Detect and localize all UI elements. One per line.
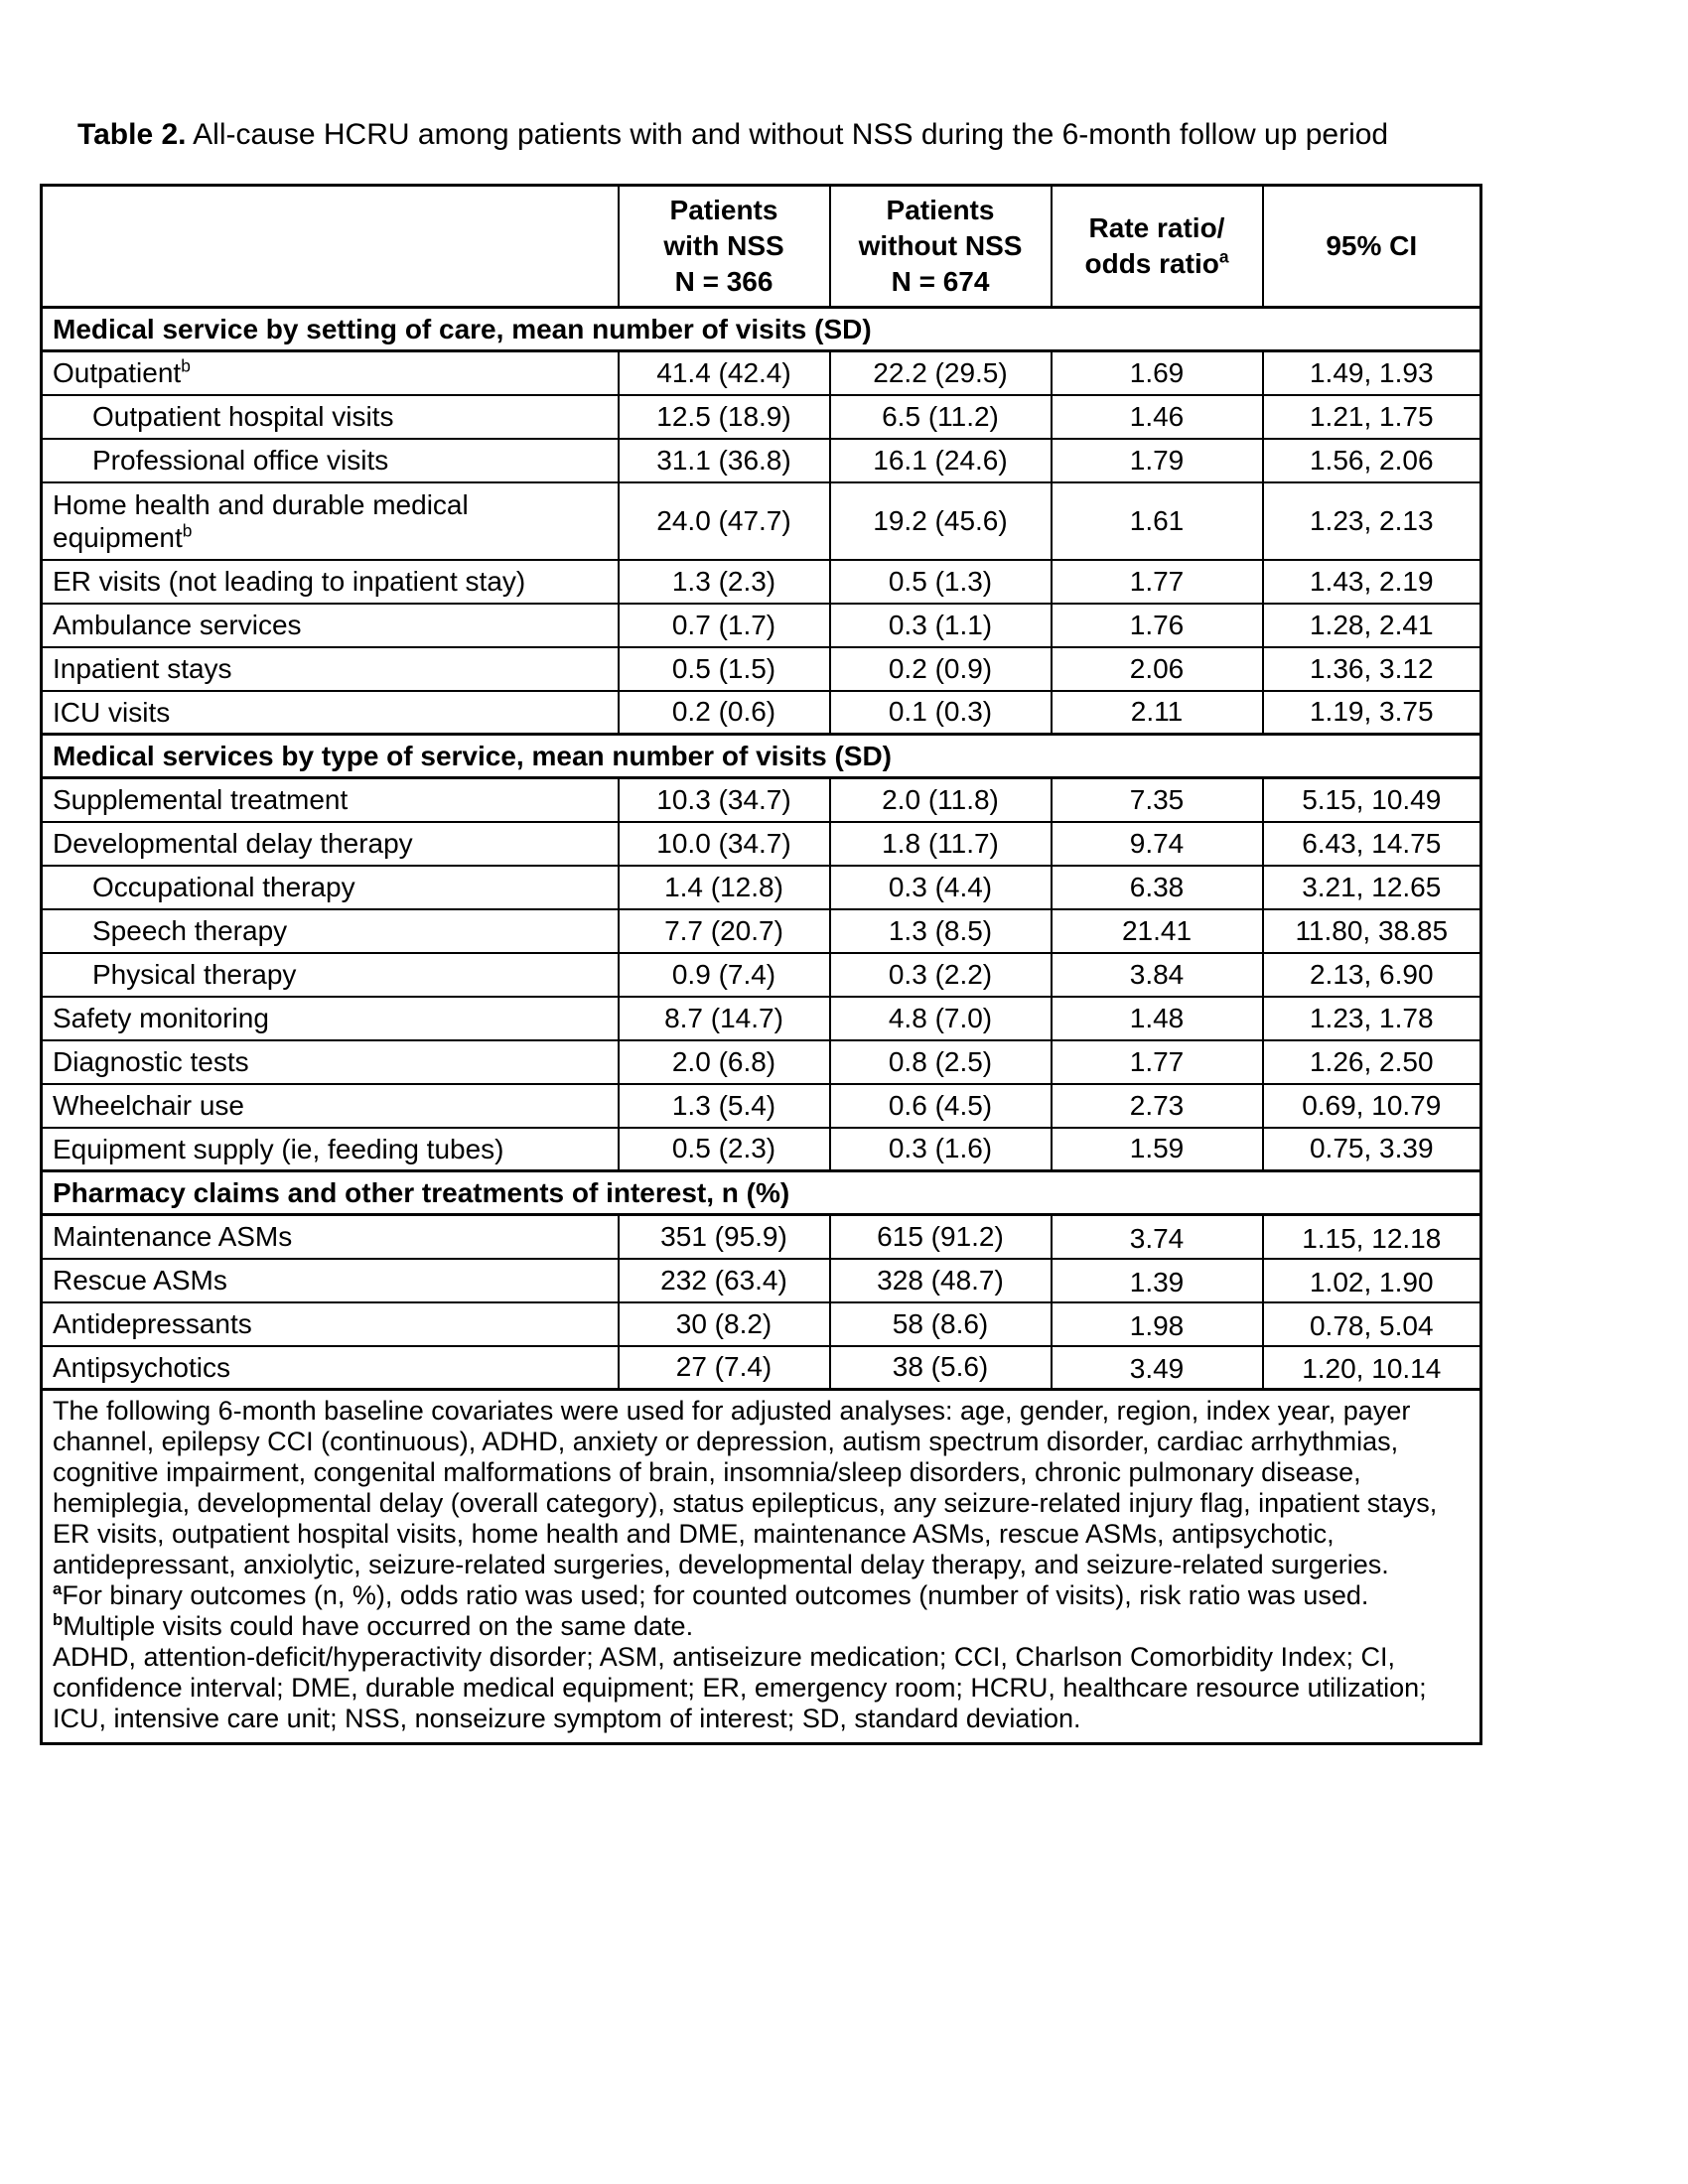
cell-patients-without-nss: 19.2 (45.6) bbox=[830, 482, 1052, 560]
cell-patients-with-nss: 0.9 (7.4) bbox=[619, 953, 830, 997]
cell-rate-ratio-odds-ratio: 3.84 bbox=[1052, 953, 1263, 997]
row-label: Safety monitoring bbox=[42, 997, 619, 1040]
table-row bbox=[42, 439, 1481, 482]
cell-patients-without-nss: 6.5 (11.2) bbox=[830, 395, 1052, 439]
cell-ci-95: 1.21, 1.75 bbox=[1263, 395, 1481, 439]
section-header: Medical service by setting of care, mean number of visits (SD) bbox=[42, 308, 1481, 351]
cell-patients-with-nss: 27 (7.4) bbox=[619, 1346, 830, 1390]
footnote-paragraph: ADHD, attention-deficit/hyperactivity disorder; ASM, antiseizure medication; CCI, Charlson Comorbidity Index; CI, confidence interval; DME, durable medical equipment; ER, emergency room; HCRU, healthcare resource utilization; ICU, intensive care unit; NSS, nonseizure symptom of interest; SD, standard deviation. bbox=[53, 1642, 1427, 1733]
cell-patients-without-nss: 16.1 (24.6) bbox=[830, 439, 1052, 482]
table-row bbox=[42, 647, 1481, 691]
table-title-label: Table 2. bbox=[77, 118, 187, 151]
cell-rate-ratio-odds-ratio: 21.41 bbox=[1052, 909, 1263, 953]
cell-patients-without-nss: 1.3 (8.5) bbox=[830, 909, 1052, 953]
cell-rate-ratio-odds-ratio: 1.46 bbox=[1052, 395, 1263, 439]
footnote-marker-b: b bbox=[181, 355, 191, 376]
section-header-row bbox=[42, 1171, 1481, 1215]
row-label: Rescue ASMs bbox=[42, 1259, 619, 1302]
column-header-row-label bbox=[42, 186, 619, 308]
cell-patients-with-nss: 10.0 (34.7) bbox=[619, 822, 830, 866]
cell-ci-95: 1.15, 12.18 bbox=[1263, 1215, 1481, 1259]
cell-patients-without-nss: 328 (48.7) bbox=[830, 1259, 1052, 1302]
table-row bbox=[42, 1302, 1481, 1346]
cell-rate-ratio-odds-ratio: 1.59 bbox=[1052, 1128, 1263, 1171]
cell-rate-ratio-odds-ratio: 2.06 bbox=[1052, 647, 1263, 691]
row-label: Antidepressants bbox=[42, 1302, 619, 1346]
cell-ci-95: 1.49, 1.93 bbox=[1263, 351, 1481, 395]
cell-patients-with-nss: 0.7 (1.7) bbox=[619, 604, 830, 647]
row-label: Physical therapy bbox=[42, 953, 619, 997]
table-row bbox=[42, 604, 1481, 647]
cell-patients-with-nss: 1.3 (2.3) bbox=[619, 560, 830, 604]
cell-patients-without-nss: 2.0 (11.8) bbox=[830, 778, 1052, 822]
cell-ci-95: 1.43, 2.19 bbox=[1263, 560, 1481, 604]
cell-patients-with-nss: 41.4 (42.4) bbox=[619, 351, 830, 395]
cell-patients-without-nss: 22.2 (29.5) bbox=[830, 351, 1052, 395]
cell-patients-with-nss: 0.5 (2.3) bbox=[619, 1128, 830, 1171]
row-label: Wheelchair use bbox=[42, 1084, 619, 1128]
cell-ci-95: 0.78, 5.04 bbox=[1263, 1302, 1481, 1346]
table-row bbox=[42, 482, 1481, 560]
cell-ci-95: 1.19, 3.75 bbox=[1263, 691, 1481, 735]
footnote-block bbox=[42, 1390, 1481, 1744]
cell-patients-with-nss: 7.7 (20.7) bbox=[619, 909, 830, 953]
table-row bbox=[42, 560, 1481, 604]
cell-patients-with-nss: 30 (8.2) bbox=[619, 1302, 830, 1346]
section-header-row bbox=[42, 308, 1481, 351]
cell-rate-ratio-odds-ratio: 1.61 bbox=[1052, 482, 1263, 560]
cell-rate-ratio-odds-ratio: 1.98 bbox=[1052, 1302, 1263, 1346]
footnote-marker-a: a bbox=[1218, 246, 1229, 267]
cell-rate-ratio-odds-ratio: 2.73 bbox=[1052, 1084, 1263, 1128]
table-row bbox=[42, 822, 1481, 866]
cell-ci-95: 1.23, 2.13 bbox=[1263, 482, 1481, 560]
table-row bbox=[42, 1346, 1481, 1390]
row-label: Outpatient hospital visits bbox=[42, 395, 619, 439]
cell-patients-with-nss: 24.0 (47.7) bbox=[619, 482, 830, 560]
cell-rate-ratio-odds-ratio: 3.49 bbox=[1052, 1346, 1263, 1390]
footnote-marker-a: a bbox=[53, 1579, 63, 1598]
cell-rate-ratio-odds-ratio: 1.48 bbox=[1052, 997, 1263, 1040]
section-header-row bbox=[42, 735, 1481, 778]
cell-patients-without-nss: 0.3 (4.4) bbox=[830, 866, 1052, 909]
cell-patients-with-nss: 12.5 (18.9) bbox=[619, 395, 830, 439]
header-row bbox=[42, 186, 1481, 308]
cell-patients-without-nss: 0.1 (0.3) bbox=[830, 691, 1052, 735]
cell-rate-ratio-odds-ratio: 6.38 bbox=[1052, 866, 1263, 909]
cell-patients-without-nss: 0.3 (1.6) bbox=[830, 1128, 1052, 1171]
cell-patients-without-nss: 615 (91.2) bbox=[830, 1215, 1052, 1259]
cell-rate-ratio-odds-ratio: 1.76 bbox=[1052, 604, 1263, 647]
table-row bbox=[42, 395, 1481, 439]
cell-patients-without-nss: 0.5 (1.3) bbox=[830, 560, 1052, 604]
cell-patients-with-nss: 2.0 (6.8) bbox=[619, 1040, 830, 1084]
cell-rate-ratio-odds-ratio: 1.39 bbox=[1052, 1259, 1263, 1302]
table-row bbox=[42, 1040, 1481, 1084]
row-label: Supplemental treatment bbox=[42, 778, 619, 822]
table-row bbox=[42, 1084, 1481, 1128]
cell-patients-with-nss: 232 (63.4) bbox=[619, 1259, 830, 1302]
cell-ci-95: 3.21, 12.65 bbox=[1263, 866, 1481, 909]
cell-patients-with-nss: 351 (95.9) bbox=[619, 1215, 830, 1259]
column-header-patients-with-nss: Patients with NSS N = 366 bbox=[619, 186, 830, 308]
cell-patients-with-nss: 0.2 (0.6) bbox=[619, 691, 830, 735]
cell-patients-without-nss: 4.8 (7.0) bbox=[830, 997, 1052, 1040]
cell-patients-with-nss: 10.3 (34.7) bbox=[619, 778, 830, 822]
cell-ci-95: 0.75, 3.39 bbox=[1263, 1128, 1481, 1171]
table-title-text: All-cause HCRU among patients with and without NSS during the 6-month follow up period bbox=[186, 118, 1389, 151]
row-label: Developmental delay therapy bbox=[42, 822, 619, 866]
cell-ci-95: 5.15, 10.49 bbox=[1263, 778, 1481, 822]
column-header-patients-without-nss: Patients without NSS N = 674 bbox=[830, 186, 1052, 308]
hcru-table bbox=[40, 184, 1482, 1745]
cell-ci-95: 6.43, 14.75 bbox=[1263, 822, 1481, 866]
cell-ci-95: 2.13, 6.90 bbox=[1263, 953, 1481, 997]
row-label: ICU visits bbox=[42, 691, 619, 735]
cell-ci-95: 11.80, 38.85 bbox=[1263, 909, 1481, 953]
cell-patients-with-nss: 8.7 (14.7) bbox=[619, 997, 830, 1040]
row-label: ER visits (not leading to inpatient stay) bbox=[42, 560, 619, 604]
cell-ci-95: 0.69, 10.79 bbox=[1263, 1084, 1481, 1128]
table-row bbox=[42, 1259, 1481, 1302]
row-label: Antipsychotics bbox=[42, 1346, 619, 1390]
cell-ci-95: 1.26, 2.50 bbox=[1263, 1040, 1481, 1084]
section-header: Pharmacy claims and other treatments of interest, n (%) bbox=[42, 1171, 1481, 1215]
cell-rate-ratio-odds-ratio: 1.77 bbox=[1052, 560, 1263, 604]
cell-patients-with-nss: 0.5 (1.5) bbox=[619, 647, 830, 691]
cell-ci-95: 1.02, 1.90 bbox=[1263, 1259, 1481, 1302]
row-label: Outpatient$^b$ bbox=[42, 351, 619, 395]
cell-rate-ratio-odds-ratio: 2.11 bbox=[1052, 691, 1263, 735]
row-label: Maintenance ASMs bbox=[42, 1215, 619, 1259]
footnote-marker-b: b bbox=[182, 520, 193, 541]
cell-rate-ratio-odds-ratio: 7.35 bbox=[1052, 778, 1263, 822]
cell-ci-95: 1.28, 2.41 bbox=[1263, 604, 1481, 647]
cell-patients-without-nss: 0.8 (2.5) bbox=[830, 1040, 1052, 1084]
cell-rate-ratio-odds-ratio: 3.74 bbox=[1052, 1215, 1263, 1259]
cell-ci-95: 1.56, 2.06 bbox=[1263, 439, 1481, 482]
cell-ci-95: 1.20, 10.14 bbox=[1263, 1346, 1481, 1390]
row-label: Inpatient stays bbox=[42, 647, 619, 691]
table-row bbox=[42, 691, 1481, 735]
cell-rate-ratio-odds-ratio: 1.69 bbox=[1052, 351, 1263, 395]
cell-patients-without-nss: 58 (8.6) bbox=[830, 1302, 1052, 1346]
row-label: Ambulance services bbox=[42, 604, 619, 647]
cell-ci-95: 1.36, 3.12 bbox=[1263, 647, 1481, 691]
table-row bbox=[42, 778, 1481, 822]
cell-patients-with-nss: 1.4 (12.8) bbox=[619, 866, 830, 909]
column-header-ci-95: 95% CI bbox=[1263, 186, 1481, 308]
row-label: Home health and durable medical equipment$^b$ bbox=[42, 482, 619, 560]
cell-patients-without-nss: 38 (5.6) bbox=[830, 1346, 1052, 1390]
section-header: Medical services by type of service, mean number of visits (SD) bbox=[42, 735, 1481, 778]
column-header-rate-ratio-odds-ratio: Rate ratio/ odds ratio$^a$ bbox=[1052, 186, 1263, 308]
row-label: Occupational therapy bbox=[42, 866, 619, 909]
cell-rate-ratio-odds-ratio: 1.77 bbox=[1052, 1040, 1263, 1084]
row-label: Equipment supply (ie, feeding tubes) bbox=[42, 1128, 619, 1171]
cell-patients-without-nss: 1.8 (11.7) bbox=[830, 822, 1052, 866]
footnote-marker-b: b bbox=[53, 1610, 64, 1629]
cell-patients-without-nss: 0.2 (0.9) bbox=[830, 647, 1052, 691]
cell-patients-without-nss: 0.6 (4.5) bbox=[830, 1084, 1052, 1128]
footnote-paragraph: $^b$Multiple visits could have occurred on the same date. bbox=[53, 1610, 694, 1641]
footnote-paragraph: $^a$For binary outcomes (n, %), odds ratio was used; for counted outcomes (number of visits), risk ratio was used. bbox=[53, 1579, 1369, 1610]
row-label: Professional office visits bbox=[42, 439, 619, 482]
cell-rate-ratio-odds-ratio: 1.79 bbox=[1052, 439, 1263, 482]
cell-patients-without-nss: 0.3 (2.2) bbox=[830, 953, 1052, 997]
footnote-row bbox=[42, 1390, 1481, 1744]
cell-rate-ratio-odds-ratio: 9.74 bbox=[1052, 822, 1263, 866]
table-row bbox=[42, 997, 1481, 1040]
cell-patients-with-nss: 31.1 (36.8) bbox=[619, 439, 830, 482]
cell-patients-with-nss: 1.3 (5.4) bbox=[619, 1084, 830, 1128]
footnote-paragraph: The following 6-month baseline covariates were used for adjusted analyses: age, gender, region, index year, payer channel, epilepsy CCI (continuous), ADHD, anxiety or depression, autism spectrum disorder, cardiac arrhythmias, cognitive impairment, congenital malformations of brain, insomnia/sleep disorders, chronic pulmonary disease, hemiplegia, developmental delay (overall category), status epilepticus, any seizure-related injury flag, inpatient stays, ER visits, outpatient hospital visits, home health and DME, maintenance ASMs, rescue ASMs, antipsychotic, antidepressant, anxiolytic, seizure-related surgeries, developmental delay therapy, and seizure-related surgeries. bbox=[53, 1396, 1438, 1579]
table-row bbox=[42, 866, 1481, 909]
row-label: Speech therapy bbox=[42, 909, 619, 953]
table-row bbox=[42, 351, 1481, 395]
row-label: Diagnostic tests bbox=[42, 1040, 619, 1084]
table-row bbox=[42, 1128, 1481, 1171]
cell-patients-without-nss: 0.3 (1.1) bbox=[830, 604, 1052, 647]
table-row bbox=[42, 1215, 1481, 1259]
table-title bbox=[77, 117, 1388, 153]
table-row bbox=[42, 909, 1481, 953]
cell-ci-95: 1.23, 1.78 bbox=[1263, 997, 1481, 1040]
table-row bbox=[42, 953, 1481, 997]
